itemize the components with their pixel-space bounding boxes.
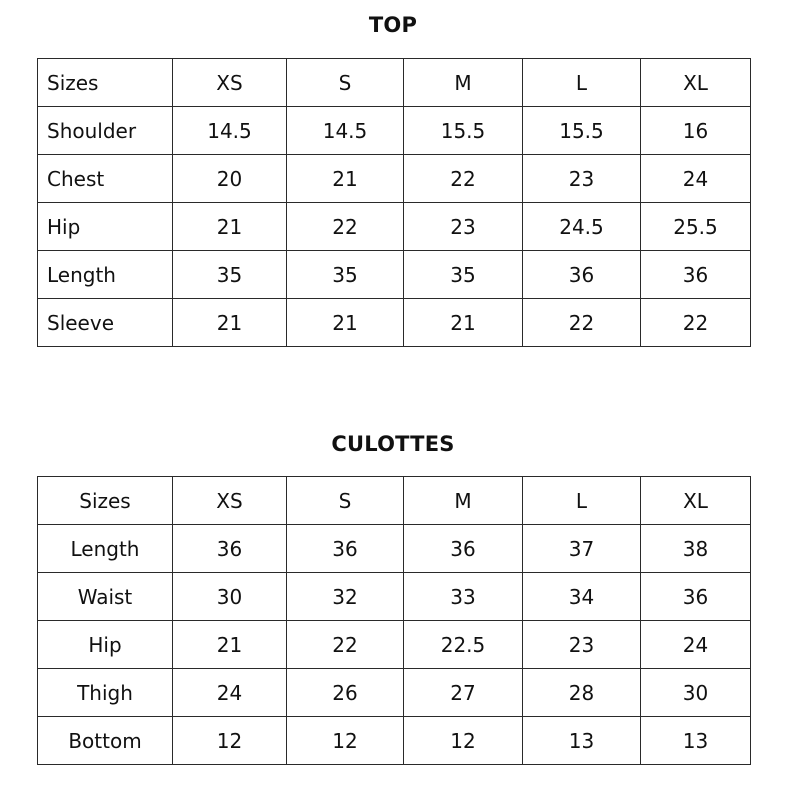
table-cell: 21 — [404, 299, 523, 347]
table-cell: 35 — [287, 251, 404, 299]
row-label-cell: Sleeve — [38, 299, 173, 347]
table-row — [38, 525, 751, 573]
table-cell: 21 — [287, 299, 404, 347]
table-cell: 15.5 — [523, 107, 641, 155]
header-cell: Sizes — [38, 59, 173, 107]
table-cell: 33 — [404, 573, 523, 621]
top-size-table — [37, 58, 751, 347]
row-label-cell: Hip — [38, 203, 173, 251]
row-label-cell: Shoulder — [38, 107, 173, 155]
table-cell: 12 — [287, 717, 404, 765]
header-cell: XL — [641, 477, 751, 525]
header-cell: S — [287, 59, 404, 107]
row-label-cell: Bottom — [38, 717, 173, 765]
table-cell: 16 — [641, 107, 751, 155]
table-cell: 22 — [523, 299, 641, 347]
table-cell: 24 — [641, 621, 751, 669]
table-cell: 36 — [287, 525, 404, 573]
table-cell: 26 — [287, 669, 404, 717]
row-label-cell: Hip — [38, 621, 173, 669]
table-cell: 27 — [404, 669, 523, 717]
culottes-size-table — [37, 476, 751, 765]
table-cell: 21 — [173, 621, 287, 669]
table-cell: 20 — [173, 155, 287, 203]
header-cell: M — [404, 477, 523, 525]
table-cell: 21 — [173, 203, 287, 251]
header-cell: L — [523, 59, 641, 107]
row-label-cell: Length — [38, 525, 173, 573]
table-cell: 23 — [523, 621, 641, 669]
row-label-cell: Waist — [38, 573, 173, 621]
header-cell: S — [287, 477, 404, 525]
table-row — [38, 621, 751, 669]
header-cell: Sizes — [38, 477, 173, 525]
row-label-cell: Thigh — [38, 669, 173, 717]
table-cell: 35 — [173, 251, 287, 299]
table-cell: 35 — [404, 251, 523, 299]
table-row — [38, 107, 751, 155]
table-cell: 22.5 — [404, 621, 523, 669]
table-cell: 12 — [173, 717, 287, 765]
table-row — [38, 251, 751, 299]
header-cell: XS — [173, 477, 287, 525]
table-cell: 12 — [404, 717, 523, 765]
table-cell: 34 — [523, 573, 641, 621]
table-cell: 36 — [641, 573, 751, 621]
table-cell: 30 — [173, 573, 287, 621]
table-cell: 24 — [173, 669, 287, 717]
table-row — [38, 155, 751, 203]
culottes-table-title: CULOTTES — [331, 432, 455, 456]
table-row — [38, 203, 751, 251]
row-label-cell: Length — [38, 251, 173, 299]
table-row — [38, 669, 751, 717]
header-cell: M — [404, 59, 523, 107]
table-header-row — [38, 477, 751, 525]
row-label-cell: Chest — [38, 155, 173, 203]
table-cell: 23 — [523, 155, 641, 203]
table-cell: 22 — [287, 621, 404, 669]
table-cell: 37 — [523, 525, 641, 573]
header-cell: XS — [173, 59, 287, 107]
table-cell: 22 — [287, 203, 404, 251]
table-cell: 25.5 — [641, 203, 751, 251]
table-cell: 36 — [523, 251, 641, 299]
table-cell: 21 — [173, 299, 287, 347]
table-cell: 22 — [641, 299, 751, 347]
table-cell: 36 — [404, 525, 523, 573]
table-cell: 24.5 — [523, 203, 641, 251]
header-cell: L — [523, 477, 641, 525]
table-cell: 24 — [641, 155, 751, 203]
table-cell: 21 — [287, 155, 404, 203]
table-row — [38, 717, 751, 765]
table-cell: 23 — [404, 203, 523, 251]
table-row — [38, 299, 751, 347]
table-cell: 30 — [641, 669, 751, 717]
table-cell: 28 — [523, 669, 641, 717]
table-cell: 13 — [523, 717, 641, 765]
table-cell: 38 — [641, 525, 751, 573]
table-cell: 36 — [641, 251, 751, 299]
table-cell: 14.5 — [173, 107, 287, 155]
table-cell: 14.5 — [287, 107, 404, 155]
table-cell: 36 — [173, 525, 287, 573]
table-cell: 22 — [404, 155, 523, 203]
table-header-row — [38, 59, 751, 107]
header-cell: XL — [641, 59, 751, 107]
table-cell: 15.5 — [404, 107, 523, 155]
table-cell: 13 — [641, 717, 751, 765]
table-row — [38, 573, 751, 621]
top-table-title: TOP — [368, 13, 418, 37]
table-cell: 32 — [287, 573, 404, 621]
